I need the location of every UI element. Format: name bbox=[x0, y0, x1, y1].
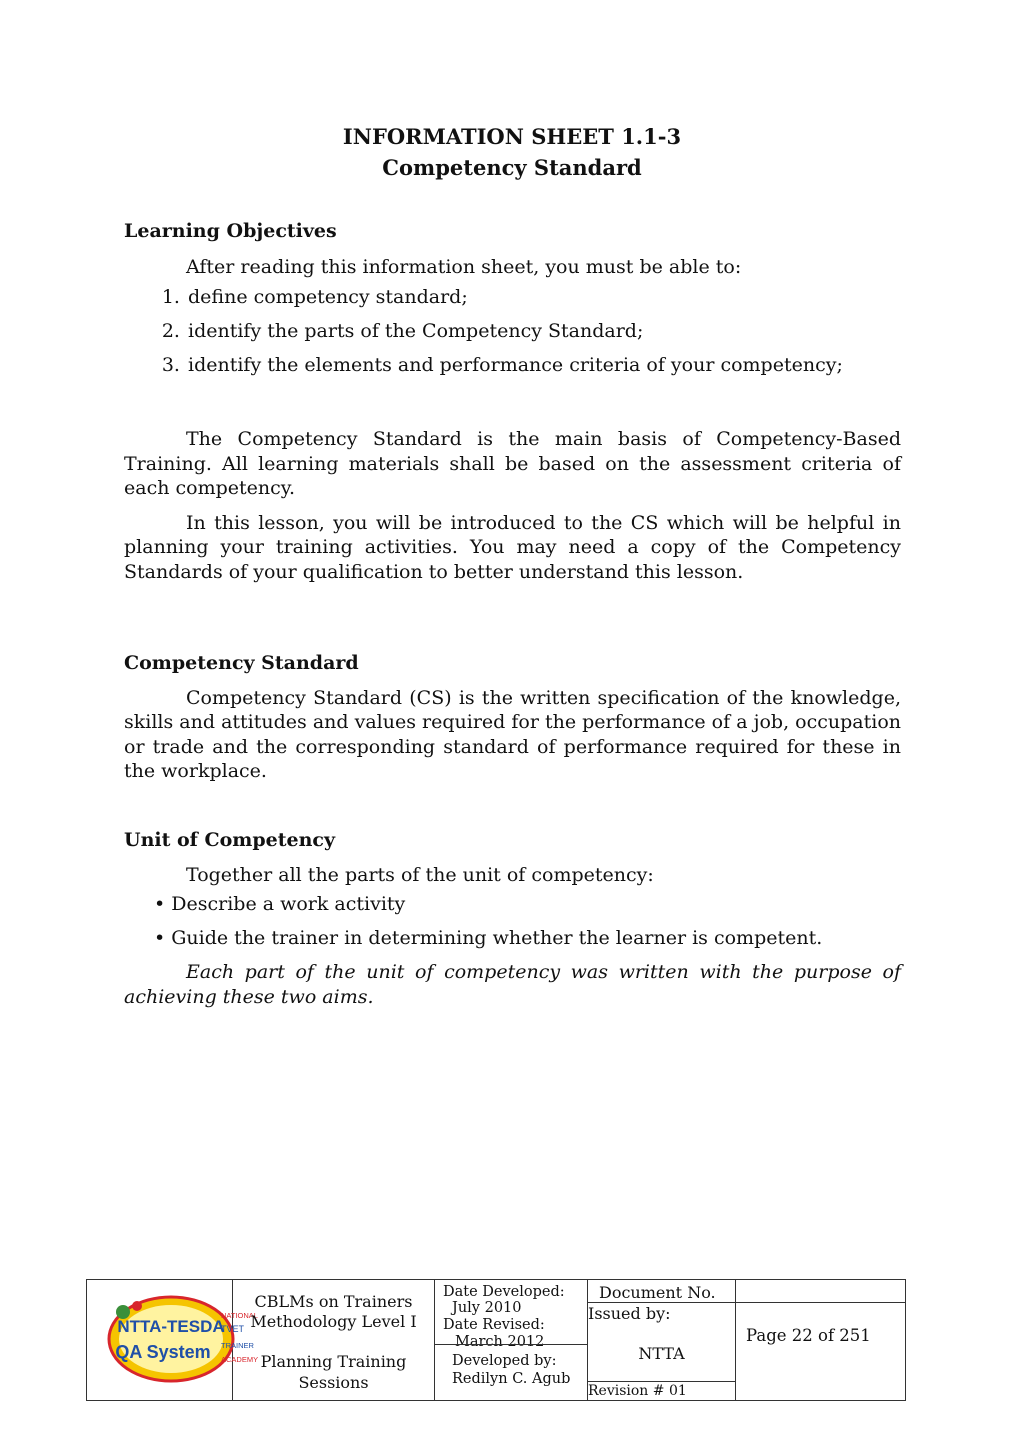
logo-text-bottom: QA System bbox=[115, 1342, 211, 1362]
unit-of-competency-heading: Unit of Competency bbox=[124, 829, 336, 851]
issued-by-label: Issued by: bbox=[588, 1304, 671, 1323]
closing-paragraph: Each part of the unit of competency was written with the purpose of achieving these two aims. bbox=[124, 961, 901, 1008]
logo-side-text: TRAINER bbox=[221, 1341, 254, 1350]
list-item: 3. identify the elements and performance criteria of your competency; bbox=[186, 348, 901, 382]
cblm-cell bbox=[233, 1280, 435, 1400]
intro-paragraphs bbox=[124, 427, 901, 584]
paragraph: Competency Standard (CS) is the written specification of the knowledge, skills and attitudes and values required for the performance of a job, occupation or trade and the corresponding standard of performance required for these in the workplace. bbox=[124, 686, 901, 782]
ntta-tesda-logo bbox=[107, 1292, 259, 1386]
logo-side-text: NATIONAL bbox=[221, 1311, 258, 1320]
date-revised-value: March 2012 bbox=[455, 1334, 545, 1350]
objectives-intro: After reading this information sheet, you must be able to: bbox=[186, 255, 742, 278]
learning-objectives-heading: Learning Objectives bbox=[124, 220, 337, 242]
revision-number: Revision # 01 bbox=[588, 1383, 687, 1399]
unit-of-competency-section bbox=[124, 828, 901, 1009]
document-cell bbox=[588, 1280, 736, 1400]
developed-by-value: Redilyn C. Agub bbox=[452, 1371, 571, 1387]
logo-side-text: TVET bbox=[221, 1324, 245, 1334]
logo-side-text: ACADEMY bbox=[221, 1355, 259, 1364]
developed-by-label: Developed by: bbox=[452, 1353, 557, 1369]
document-footer-table bbox=[86, 1279, 906, 1401]
learning-objectives-section bbox=[124, 219, 901, 382]
logo-text-top: NTTA-TESDA bbox=[117, 1317, 225, 1336]
list-item: • Guide the trainer in determining whether the learner is competent. bbox=[154, 927, 823, 949]
paragraph: The Competency Standard is the main basis of Competency-Based Training. All learning materials shall be based on the assessment criteria of each competency. bbox=[124, 428, 901, 499]
page-cell bbox=[736, 1280, 905, 1400]
divider bbox=[435, 1344, 587, 1345]
issued-by-value: NTTA bbox=[638, 1344, 685, 1363]
module-title-line2: Sessions bbox=[298, 1373, 369, 1392]
cblm-title-line2: Methodology Level I bbox=[250, 1312, 417, 1331]
date-developed-label: Date Developed: bbox=[443, 1284, 565, 1300]
sheet-subtitle: Competency Standard bbox=[382, 155, 642, 180]
divider bbox=[588, 1381, 735, 1382]
dates-cell bbox=[435, 1280, 588, 1400]
unit-intro: Together all the parts of the unit of competency: bbox=[186, 863, 654, 886]
sheet-title: INFORMATION SHEET 1.1-3 bbox=[342, 124, 682, 149]
competency-standard-heading: Competency Standard bbox=[124, 652, 359, 674]
date-revised-label: Date Revised: bbox=[443, 1317, 545, 1333]
cblm-title-line1: CBLMs on Trainers bbox=[254, 1292, 413, 1311]
module-title-line1: Planning Training bbox=[260, 1352, 407, 1371]
logo-cell bbox=[87, 1280, 259, 1400]
date-developed-value: July 2010 bbox=[452, 1300, 522, 1316]
list-item: 2. identify the parts of the Competency Standard; bbox=[186, 314, 901, 348]
paragraph: In this lesson, you will be introduced to the CS which will be helpful in planning your training activities. You may need a copy of the Competency Standards of your qualification to better understand this lesson. bbox=[124, 511, 901, 583]
page-number: Page 22 of 251 bbox=[746, 1326, 871, 1345]
list-item: • Describe a work activity bbox=[154, 893, 406, 915]
objectives-list bbox=[124, 280, 901, 382]
competency-standard-section bbox=[124, 651, 901, 784]
document-no-label: Document No. bbox=[599, 1283, 716, 1302]
list-item: 1. define competency standard; bbox=[186, 280, 901, 314]
